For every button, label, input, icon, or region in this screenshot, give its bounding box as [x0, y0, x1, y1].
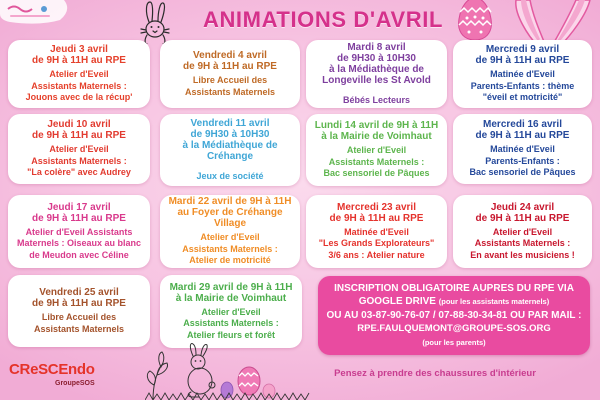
- event-card-lundi-14-avril: [306, 114, 447, 186]
- event-description: [343, 95, 410, 107]
- event-description-line: Assistants Maternels: [33, 323, 125, 334]
- event-date-line: Jeudi 3 avril: [50, 44, 108, 56]
- event-place-line: à la Médiathèque de: [182, 139, 278, 151]
- event-date-line: Mardi 29 avril de 9H à 11H: [169, 281, 293, 293]
- event-date-line: Mardi 8 avril: [347, 41, 406, 53]
- event-card-vendredi-11-avril: [160, 114, 300, 186]
- event-card-jeudi-17-avril: [8, 195, 150, 268]
- event-date: [32, 202, 126, 224]
- event-card-mardi-29-avril: [160, 275, 302, 348]
- event-card-mardi-22-avril: [160, 195, 300, 268]
- event-description-line: Parents-Enfants : thème: [470, 80, 575, 91]
- event-description-line: Bac sensoriel de Pâques: [469, 167, 576, 178]
- event-time-line: de 9H à 11H au RPE: [32, 298, 126, 309]
- event-place-line: Longeville les St Avold: [322, 74, 431, 86]
- event-description-line: Assistants Maternels :: [31, 80, 127, 91]
- event-date-line: Vendredi 25 avril: [39, 287, 119, 298]
- event-date-line: Jeudi 10 avril: [47, 119, 111, 131]
- event-card-jeudi-10-avril: [8, 114, 150, 184]
- event-date: [476, 44, 570, 66]
- event-date: [32, 287, 126, 309]
- event-description-line: Atelier fleurs et forêt: [186, 329, 275, 340]
- event-description-line: Atelier de motricité: [189, 255, 271, 266]
- event-description-line: Bébés Lecteurs: [342, 94, 411, 105]
- registration-note-parents: (pour les parents): [422, 337, 486, 347]
- event-date: [476, 202, 570, 224]
- event-description: [183, 307, 279, 342]
- registration-email: RPE.FAULQUEMONT@GROUPE-SOS.ORG: [357, 323, 551, 335]
- event-description-line: "La colère" avec Audrey: [27, 167, 131, 178]
- event-description: [185, 75, 275, 98]
- event-description-line: Libre Accueil des: [192, 75, 268, 85]
- event-description-line: Atelier d'Eveil: [346, 145, 407, 156]
- event-date-line: Jeudi 17 avril: [47, 201, 111, 213]
- event-time-line: de 9H à 11H au RPE: [475, 55, 570, 67]
- event-card-vendredi-25-avril: [8, 275, 150, 347]
- event-date-line: Vendredi 11 avril: [190, 117, 270, 129]
- event-time-line: de 9H à 11H au RPE: [475, 130, 570, 142]
- event-description-line: Assistants Maternels :: [474, 238, 571, 249]
- event-date-line: Jeudi 24 avril: [490, 201, 555, 213]
- event-card-jeudi-3-avril: [8, 40, 150, 108]
- event-description-line: Jeux de société: [196, 170, 264, 181]
- event-date: [182, 118, 277, 162]
- event-description-line: En avant les musiciens !: [470, 249, 575, 260]
- event-date-line: Mercredi 9 avril: [485, 44, 560, 56]
- crescendo-logo-sub: GroupeSOS: [55, 380, 95, 387]
- event-date: [476, 119, 570, 141]
- page-title: ANIMATIONS D'AVRIL: [202, 7, 444, 32]
- event-description-line: Atelier d'Eveil Assistants: [25, 226, 133, 237]
- event-place-line: Créhange: [206, 150, 254, 162]
- event-time-line: de 9H à 11H au RPE: [32, 130, 126, 142]
- event-card-mercredi-16-avril: [453, 114, 592, 184]
- event-place-line: Village: [213, 218, 247, 230]
- event-description: [471, 69, 575, 104]
- event-description-line: 3/6 ans : Atelier nature: [328, 249, 425, 260]
- event-description-line: Assistants Maternels :: [328, 156, 425, 167]
- bunny-icon: [135, 0, 175, 44]
- event-date: [32, 119, 126, 141]
- event-date: [322, 42, 431, 86]
- event-description-line: "éveil et motricité": [482, 92, 563, 103]
- event-description-line: Atelier d'Eveil: [200, 232, 260, 243]
- event-description-line: Atelier d'Eveil: [49, 69, 109, 80]
- event-description: [182, 232, 278, 267]
- event-time-line: de 9H30 à 10H30: [337, 52, 416, 64]
- event-date: [315, 120, 438, 142]
- event-place-line: à la Mairie de Voimhaut: [321, 131, 432, 143]
- event-description-line: Libre Accueil des: [41, 312, 117, 322]
- crescendo-logo-name: CReSCEndo: [9, 361, 95, 378]
- event-description-line: Jouons avec de la récup': [25, 92, 133, 103]
- event-description-line: Matinée d'Eveil: [344, 226, 409, 237]
- event-description-line: Assistants Maternels :: [182, 243, 278, 254]
- event-time-line: de 9H30 à 10H30: [190, 128, 270, 140]
- event-card-mercredi-9-avril: [453, 40, 592, 108]
- rpe-logo-icon: [0, 0, 72, 24]
- bunny-eggs-grass-icon: [145, 343, 310, 400]
- event-description-line: Matinée d'Eveil: [490, 144, 555, 155]
- event-description: [470, 227, 575, 262]
- event-place-line: à la Mairie de Voimhaut: [175, 292, 287, 304]
- event-date-line: Mardi 22 avril de 9H à 11H: [168, 196, 292, 208]
- event-description-line: "Les Grands Explorateurs": [318, 238, 435, 249]
- event-time-line: de 9H à 11H au RPE: [475, 212, 570, 224]
- event-date: [330, 202, 424, 224]
- event-card-mardi-8-avril: [306, 40, 447, 108]
- event-description: [26, 69, 133, 104]
- event-date: [170, 282, 293, 304]
- registration-info-box: [318, 276, 590, 355]
- event-date-line: Mercredi 16 avril: [483, 119, 562, 131]
- registration-phone-line: OU AU 03-87-90-76-07 / 07-88-30-34-81 OU PAR MAIL :: [326, 309, 582, 321]
- event-description: [27, 144, 131, 179]
- registration-google-drive: GOOGLE DRIVE: [358, 296, 436, 308]
- event-date: [169, 196, 292, 229]
- event-date-line: Lundi 14 avril de 9H à 11H: [314, 120, 439, 132]
- footer-note: Pensez à prendre des chaussures d'intérieur: [334, 368, 536, 379]
- event-card-jeudi-24-avril: [453, 195, 592, 268]
- event-description-line: de Meudon avec Céline: [29, 249, 129, 260]
- event-place-line: au Foyer de Créhange: [177, 207, 283, 219]
- event-description-line: Atelier d'Eveil: [49, 144, 109, 155]
- event-description: [196, 171, 263, 183]
- registration-line-google-drive: [359, 295, 549, 309]
- event-description-line: Matinée d'Eveil: [490, 69, 555, 80]
- event-time-line: de 9H à 11H au RPE: [329, 212, 424, 224]
- event-date-line: Mercredi 23 avril: [337, 201, 416, 213]
- event-date: [183, 50, 277, 72]
- event-description: [469, 144, 575, 179]
- event-description: [17, 227, 141, 262]
- registration-note-assistants: (pour les assistants maternels): [438, 297, 550, 307]
- easter-egg-icon: [455, 0, 495, 40]
- event-date-line: Vendredi 4 avril: [193, 50, 267, 61]
- event-time-line: de 9H à 11H au RPE: [183, 61, 277, 72]
- event-description-line: Bac sensoriel de Pâques: [323, 168, 430, 179]
- event-description-line: Assistants Maternels: [184, 86, 276, 97]
- event-description-line: Parents-Enfants :: [485, 155, 560, 166]
- event-time-line: de 9H à 11H au RPE: [32, 212, 126, 224]
- registration-heading: INSCRIPTION OBLIGATOIRE AUPRES DU RPE VIA: [334, 282, 574, 294]
- crescendo-logo: [9, 361, 109, 395]
- event-description: [323, 145, 429, 180]
- event-time-line: de 9H à 11H au RPE: [32, 55, 126, 67]
- event-description-line: Atelier d'Eveil: [201, 306, 261, 317]
- event-description-line: Assistants Maternels :: [31, 155, 127, 166]
- event-card-vendredi-4-avril: [160, 40, 300, 108]
- event-description-line: Maternels : Oiseaux au blanc: [16, 238, 142, 249]
- event-description: [34, 312, 124, 335]
- event-description-line: Assistants Maternels :: [183, 318, 279, 329]
- event-description-line: Atelier d'Eveil: [492, 226, 553, 237]
- event-date: [32, 44, 126, 66]
- event-card-mercredi-23-avril: [306, 195, 447, 268]
- event-description: [319, 227, 435, 262]
- event-place-line: à la Médiathèque de: [328, 63, 424, 75]
